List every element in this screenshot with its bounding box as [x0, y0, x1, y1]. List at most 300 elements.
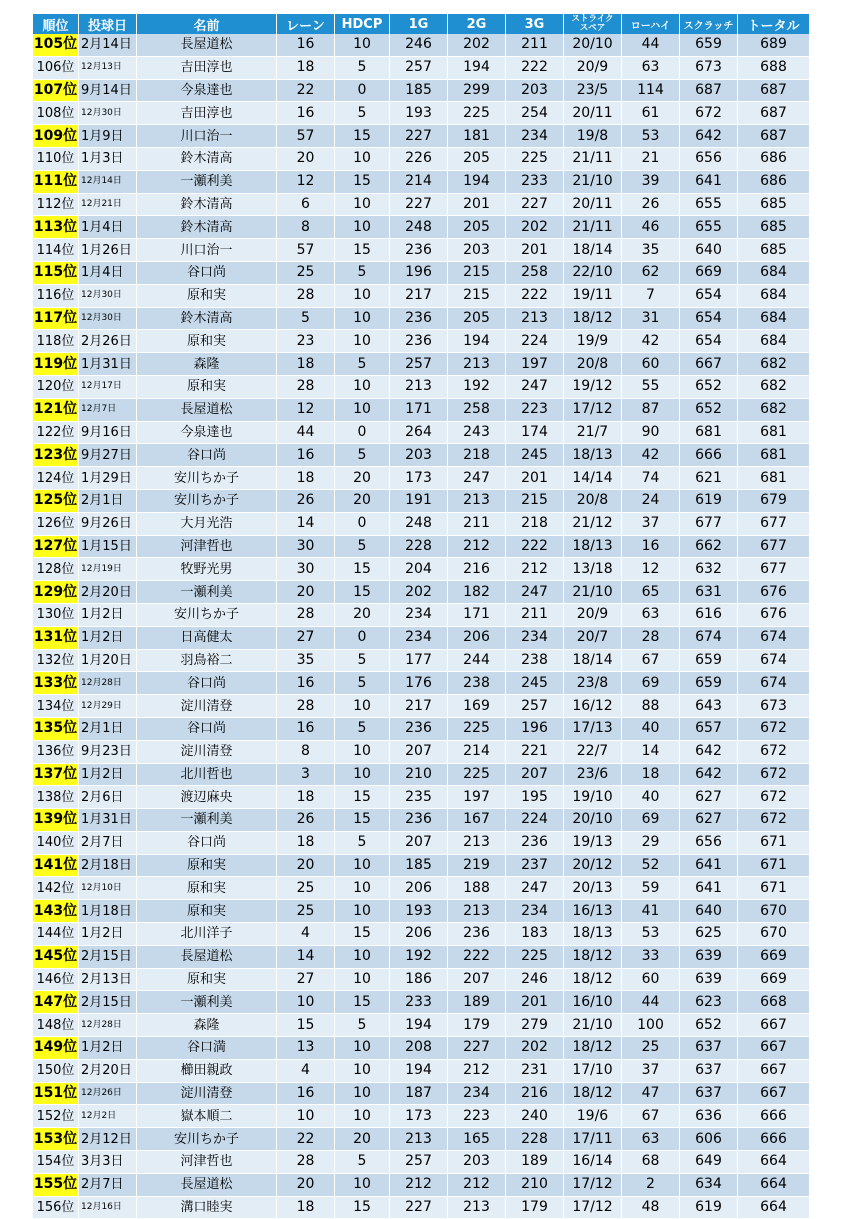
date-cell: 2月18日 [79, 855, 137, 878]
lowhigh-cell: 39 [622, 171, 680, 194]
scratch-cell: 637 [680, 1037, 738, 1060]
total-cell: 664 [738, 1174, 810, 1197]
strike-spare-cell: 21/7 [564, 422, 622, 445]
name-cell: 一瀬利美 [137, 581, 277, 604]
hdcp-cell: 5 [335, 718, 390, 741]
date-cell: 2月20日 [79, 1060, 137, 1083]
total-cell: 666 [738, 1128, 810, 1151]
scratch-cell: 681 [680, 422, 738, 445]
name-cell: 原和実 [137, 900, 277, 923]
hdcp-cell: 0 [335, 513, 390, 536]
date-cell: 1月2日 [79, 627, 137, 650]
total-cell: 684 [738, 330, 810, 353]
total-cell: 687 [738, 102, 810, 125]
strike-spare-cell: 18/12 [564, 1083, 622, 1106]
game1-cell: 176 [390, 672, 448, 695]
game3-cell: 279 [506, 1014, 564, 1037]
game3-cell: 247 [506, 877, 564, 900]
hdcp-cell: 10 [335, 1174, 390, 1197]
name-cell: 河津哲也 [137, 536, 277, 559]
date-cell: 12月21日 [79, 194, 137, 217]
hdcp-cell: 5 [335, 650, 390, 673]
strike-spare-cell: 23/6 [564, 764, 622, 787]
lowhigh-cell: 60 [622, 353, 680, 376]
name-cell: 谷口尚 [137, 444, 277, 467]
total-cell: 687 [738, 80, 810, 103]
date-cell: 12月19日 [79, 558, 137, 581]
game2-cell: 243 [448, 422, 506, 445]
strike-spare-cell: 20/9 [564, 57, 622, 80]
game2-cell: 207 [448, 969, 506, 992]
scratch-cell: 637 [680, 1060, 738, 1083]
game3-cell: 223 [506, 399, 564, 422]
name-cell: 日高健太 [137, 627, 277, 650]
total-cell: 676 [738, 581, 810, 604]
hdcp-cell: 5 [335, 262, 390, 285]
rank-cell: 119位 [33, 353, 79, 376]
hdcp-cell: 15 [335, 991, 390, 1014]
scratch-cell: 652 [680, 1014, 738, 1037]
header-scratch: スクラッチ [680, 14, 738, 34]
lane-cell: 16 [277, 34, 335, 57]
rank-cell: 152位 [33, 1105, 79, 1128]
name-cell: 鈴木清高 [137, 148, 277, 171]
table-row [33, 741, 810, 764]
lowhigh-cell: 55 [622, 376, 680, 399]
total-cell: 667 [738, 1037, 810, 1060]
rank-cell: 143位 [33, 900, 79, 923]
lane-cell: 57 [277, 239, 335, 262]
game3-cell: 195 [506, 786, 564, 809]
rank-cell: 141位 [33, 855, 79, 878]
scratch-cell: 659 [680, 672, 738, 695]
table-row [33, 330, 810, 353]
scratch-cell: 639 [680, 946, 738, 969]
lowhigh-cell: 21 [622, 148, 680, 171]
date-cell: 1月2日 [79, 604, 137, 627]
game2-cell: 179 [448, 1014, 506, 1037]
lane-cell: 12 [277, 399, 335, 422]
scratch-cell: 673 [680, 57, 738, 80]
header-lane: レーン [277, 14, 335, 34]
hdcp-cell: 5 [335, 353, 390, 376]
game2-cell: 203 [448, 239, 506, 262]
scratch-cell: 641 [680, 171, 738, 194]
rank-cell: 140位 [33, 832, 79, 855]
lowhigh-cell: 53 [622, 125, 680, 148]
table-row [33, 399, 810, 422]
lane-cell: 25 [277, 877, 335, 900]
hdcp-cell: 15 [335, 239, 390, 262]
lane-cell: 16 [277, 1083, 335, 1106]
total-cell: 686 [738, 148, 810, 171]
name-cell: 牧野光男 [137, 558, 277, 581]
game2-cell: 258 [448, 399, 506, 422]
scratch-cell: 643 [680, 695, 738, 718]
game2-cell: 213 [448, 490, 506, 513]
lowhigh-cell: 42 [622, 444, 680, 467]
game1-cell: 233 [390, 991, 448, 1014]
rank-cell: 150位 [33, 1060, 79, 1083]
game2-cell: 212 [448, 536, 506, 559]
name-cell: 原和実 [137, 330, 277, 353]
game3-cell: 197 [506, 353, 564, 376]
header-game2: 2G [448, 14, 506, 34]
name-cell: 安川ちか子 [137, 604, 277, 627]
game2-cell: 236 [448, 923, 506, 946]
game1-cell: 202 [390, 581, 448, 604]
table-row [33, 262, 810, 285]
header-game1: 1G [390, 14, 448, 34]
name-cell: 淀川清登 [137, 741, 277, 764]
lowhigh-cell: 14 [622, 741, 680, 764]
total-cell: 671 [738, 877, 810, 900]
date-cell: 12月7日 [79, 399, 137, 422]
date-cell: 12月2日 [79, 1105, 137, 1128]
game2-cell: 247 [448, 467, 506, 490]
date-cell: 9月16日 [79, 422, 137, 445]
game3-cell: 234 [506, 900, 564, 923]
game1-cell: 208 [390, 1037, 448, 1060]
game3-cell: 201 [506, 467, 564, 490]
strike-spare-cell: 18/13 [564, 444, 622, 467]
lowhigh-cell: 31 [622, 308, 680, 331]
strike-spare-cell: 21/10 [564, 581, 622, 604]
hdcp-cell: 15 [335, 1197, 390, 1219]
lowhigh-cell: 63 [622, 604, 680, 627]
scratch-cell: 631 [680, 581, 738, 604]
game3-cell: 201 [506, 239, 564, 262]
header-row [33, 14, 810, 34]
rank-cell: 127位 [33, 536, 79, 559]
scratch-cell: 654 [680, 285, 738, 308]
scratch-cell: 667 [680, 353, 738, 376]
scratch-cell: 641 [680, 877, 738, 900]
strike-spare-cell: 18/13 [564, 536, 622, 559]
lane-cell: 16 [277, 444, 335, 467]
strike-spare-cell: 20/11 [564, 194, 622, 217]
name-cell: 今泉達也 [137, 80, 277, 103]
total-cell: 669 [738, 946, 810, 969]
total-cell: 686 [738, 171, 810, 194]
game2-cell: 218 [448, 444, 506, 467]
game1-cell: 228 [390, 536, 448, 559]
rank-cell: 146位 [33, 969, 79, 992]
name-cell: 川口治一 [137, 239, 277, 262]
date-cell: 2月20日 [79, 581, 137, 604]
date-cell: 9月26日 [79, 513, 137, 536]
game1-cell: 193 [390, 102, 448, 125]
hdcp-cell: 10 [335, 399, 390, 422]
total-cell: 666 [738, 1105, 810, 1128]
name-cell: 長屋道松 [137, 34, 277, 57]
game1-cell: 193 [390, 900, 448, 923]
total-cell: 685 [738, 194, 810, 217]
rank-cell: 135位 [33, 718, 79, 741]
date-cell: 12月14日 [79, 171, 137, 194]
strike-spare-cell: 21/11 [564, 148, 622, 171]
scratch-cell: 632 [680, 558, 738, 581]
table-row [33, 444, 810, 467]
lowhigh-cell: 69 [622, 672, 680, 695]
rank-cell: 125位 [33, 490, 79, 513]
strike-spare-cell: 13/18 [564, 558, 622, 581]
game3-cell: 215 [506, 490, 564, 513]
game2-cell: 194 [448, 171, 506, 194]
rank-cell: 134位 [33, 695, 79, 718]
scratch-cell: 640 [680, 900, 738, 923]
table-row [33, 1151, 810, 1174]
rank-cell: 115位 [33, 262, 79, 285]
game3-cell: 234 [506, 125, 564, 148]
game3-cell: 247 [506, 376, 564, 399]
scratch-cell: 655 [680, 216, 738, 239]
game3-cell: 212 [506, 558, 564, 581]
date-cell: 3月3日 [79, 1151, 137, 1174]
strike-spare-cell: 16/14 [564, 1151, 622, 1174]
lane-cell: 15 [277, 1014, 335, 1037]
total-cell: 684 [738, 262, 810, 285]
hdcp-cell: 10 [335, 330, 390, 353]
lane-cell: 28 [277, 695, 335, 718]
total-cell: 682 [738, 376, 810, 399]
total-cell: 672 [738, 764, 810, 787]
rank-cell: 151位 [33, 1083, 79, 1106]
table-row [33, 855, 810, 878]
game1-cell: 210 [390, 764, 448, 787]
strike-spare-cell: 17/11 [564, 1128, 622, 1151]
game2-cell: 203 [448, 1151, 506, 1174]
total-cell: 664 [738, 1151, 810, 1174]
lowhigh-cell: 59 [622, 877, 680, 900]
game1-cell: 194 [390, 1014, 448, 1037]
name-cell: 安川ちか子 [137, 490, 277, 513]
hdcp-cell: 10 [335, 1037, 390, 1060]
game1-cell: 196 [390, 262, 448, 285]
scratch-cell: 642 [680, 741, 738, 764]
header-strike-spare [564, 14, 622, 34]
date-cell: 1月31日 [79, 353, 137, 376]
total-cell: 682 [738, 399, 810, 422]
game1-cell: 203 [390, 444, 448, 467]
table-row [33, 991, 810, 1014]
date-cell: 2月6日 [79, 786, 137, 809]
lane-cell: 26 [277, 809, 335, 832]
game3-cell: 218 [506, 513, 564, 536]
rank-cell: 108位 [33, 102, 79, 125]
total-cell: 670 [738, 923, 810, 946]
date-cell: 12月13日 [79, 57, 137, 80]
scratch-cell: 641 [680, 855, 738, 878]
game2-cell: 223 [448, 1105, 506, 1128]
hdcp-cell: 10 [335, 969, 390, 992]
hdcp-cell: 5 [335, 1151, 390, 1174]
rank-cell: 122位 [33, 422, 79, 445]
table-row [33, 1083, 810, 1106]
rank-cell: 106位 [33, 57, 79, 80]
name-cell: 原和実 [137, 969, 277, 992]
table-row [33, 832, 810, 855]
strike-spare-cell: 17/10 [564, 1060, 622, 1083]
game3-cell: 210 [506, 1174, 564, 1197]
game2-cell: 215 [448, 262, 506, 285]
game2-cell: 213 [448, 900, 506, 923]
date-cell: 12月30日 [79, 285, 137, 308]
name-cell: 吉田淳也 [137, 102, 277, 125]
name-cell: 一瀬利美 [137, 991, 277, 1014]
date-cell: 1月3日 [79, 148, 137, 171]
date-cell: 1月9日 [79, 125, 137, 148]
game2-cell: 167 [448, 809, 506, 832]
lane-cell: 3 [277, 764, 335, 787]
game3-cell: 245 [506, 672, 564, 695]
table-row [33, 558, 810, 581]
name-cell: 淀川清登 [137, 1083, 277, 1106]
game3-cell: 213 [506, 308, 564, 331]
table-row [33, 194, 810, 217]
table-row [33, 809, 810, 832]
game3-cell: 222 [506, 57, 564, 80]
game2-cell: 202 [448, 34, 506, 57]
lowhigh-cell: 65 [622, 581, 680, 604]
scratch-cell: 642 [680, 125, 738, 148]
game1-cell: 217 [390, 285, 448, 308]
date-cell: 9月14日 [79, 80, 137, 103]
rank-cell: 126位 [33, 513, 79, 536]
total-cell: 667 [738, 1060, 810, 1083]
game3-cell: 227 [506, 194, 564, 217]
game3-cell: 183 [506, 923, 564, 946]
scratch-cell: 627 [680, 786, 738, 809]
lowhigh-cell: 60 [622, 969, 680, 992]
strike-spare-cell: 18/13 [564, 923, 622, 946]
game2-cell: 219 [448, 855, 506, 878]
name-cell: 原和実 [137, 855, 277, 878]
lane-cell: 30 [277, 536, 335, 559]
strike-spare-cell: 22/7 [564, 741, 622, 764]
game3-cell: 202 [506, 216, 564, 239]
table-row [33, 718, 810, 741]
rank-cell: 131位 [33, 627, 79, 650]
game2-cell: 212 [448, 1060, 506, 1083]
hdcp-cell: 15 [335, 125, 390, 148]
lowhigh-cell: 63 [622, 57, 680, 80]
name-cell: 長屋道松 [137, 1174, 277, 1197]
scratch-cell: 656 [680, 832, 738, 855]
total-cell: 667 [738, 1083, 810, 1106]
total-cell: 667 [738, 1014, 810, 1037]
total-cell: 664 [738, 1197, 810, 1219]
game1-cell: 173 [390, 1105, 448, 1128]
lane-cell: 14 [277, 513, 335, 536]
total-cell: 669 [738, 969, 810, 992]
strike-spare-cell: 20/11 [564, 102, 622, 125]
game1-cell: 264 [390, 422, 448, 445]
game2-cell: 194 [448, 330, 506, 353]
game1-cell: 257 [390, 1151, 448, 1174]
strike-spare-cell: 17/13 [564, 718, 622, 741]
name-cell: 森隆 [137, 353, 277, 376]
game3-cell: 225 [506, 148, 564, 171]
lane-cell: 22 [277, 1128, 335, 1151]
strike-spare-cell: 23/5 [564, 80, 622, 103]
lane-cell: 16 [277, 102, 335, 125]
lowhigh-cell: 88 [622, 695, 680, 718]
name-cell: 谷口尚 [137, 672, 277, 695]
strike-spare-cell: 16/12 [564, 695, 622, 718]
total-cell: 671 [738, 855, 810, 878]
strike-spare-cell: 19/10 [564, 786, 622, 809]
game1-cell: 204 [390, 558, 448, 581]
hdcp-cell: 5 [335, 1014, 390, 1037]
scratch-cell: 654 [680, 308, 738, 331]
total-cell: 674 [738, 650, 810, 673]
scratch-cell: 654 [680, 330, 738, 353]
date-cell: 1月18日 [79, 900, 137, 923]
table-row [33, 353, 810, 376]
rank-cell: 138位 [33, 786, 79, 809]
rank-cell: 129位 [33, 581, 79, 604]
lane-cell: 13 [277, 1037, 335, 1060]
hdcp-cell: 20 [335, 490, 390, 513]
game1-cell: 171 [390, 399, 448, 422]
lane-cell: 18 [277, 1197, 335, 1219]
date-cell: 12月30日 [79, 102, 137, 125]
total-cell: 688 [738, 57, 810, 80]
game2-cell: 213 [448, 832, 506, 855]
game1-cell: 227 [390, 1197, 448, 1219]
table-body [33, 34, 810, 1219]
hdcp-cell: 10 [335, 194, 390, 217]
table-row [33, 57, 810, 80]
lowhigh-cell: 37 [622, 513, 680, 536]
header-hdcp: HDCP [335, 14, 390, 34]
name-cell: 溝口睦実 [137, 1197, 277, 1219]
strike-spare-cell: 20/10 [564, 34, 622, 57]
scratch-cell: 669 [680, 262, 738, 285]
game1-cell: 213 [390, 1128, 448, 1151]
game3-cell: 234 [506, 627, 564, 650]
strike-spare-cell: 18/12 [564, 969, 622, 992]
lane-cell: 16 [277, 672, 335, 695]
table-row [33, 102, 810, 125]
name-cell: 鈴木清高 [137, 194, 277, 217]
name-cell: 淀川清登 [137, 695, 277, 718]
table-row [33, 80, 810, 103]
total-cell: 687 [738, 125, 810, 148]
rank-cell: 139位 [33, 809, 79, 832]
hdcp-cell: 10 [335, 308, 390, 331]
game1-cell: 227 [390, 194, 448, 217]
scratch-cell: 687 [680, 80, 738, 103]
lowhigh-cell: 18 [622, 764, 680, 787]
scratch-cell: 657 [680, 718, 738, 741]
total-cell: 674 [738, 672, 810, 695]
scratch-cell: 640 [680, 239, 738, 262]
hdcp-cell: 10 [335, 376, 390, 399]
lane-cell: 28 [277, 604, 335, 627]
game2-cell: 197 [448, 786, 506, 809]
game2-cell: 222 [448, 946, 506, 969]
game1-cell: 235 [390, 786, 448, 809]
header-name: 名前 [137, 14, 277, 34]
strike-spare-cell: 19/9 [564, 330, 622, 353]
game3-cell: 207 [506, 764, 564, 787]
total-cell: 685 [738, 216, 810, 239]
game1-cell: 236 [390, 718, 448, 741]
name-cell: 原和実 [137, 376, 277, 399]
scratch-cell: 634 [680, 1174, 738, 1197]
